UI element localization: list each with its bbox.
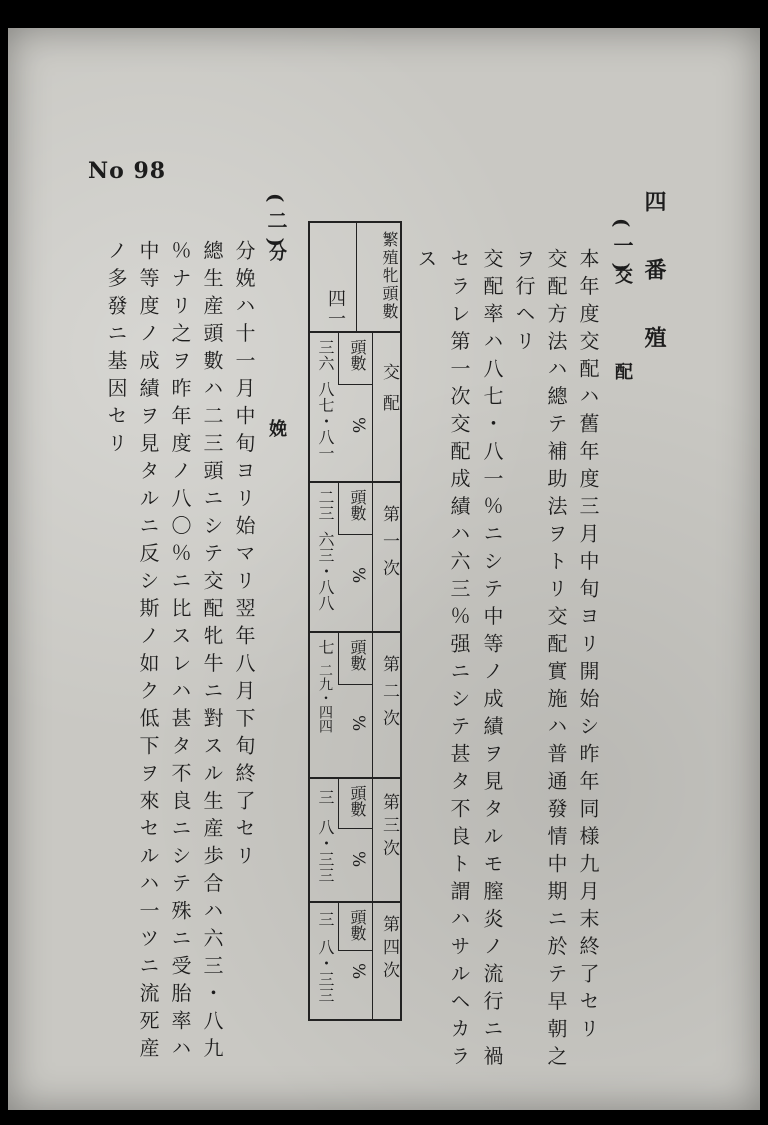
subsection-1-marker: (一) <box>610 218 634 280</box>
subsection-1-title: 交 配 <box>612 266 633 410</box>
header-left-cell <box>356 223 400 331</box>
group-1-value-cell <box>310 333 338 481</box>
subsection-2-line-5: ノ多發ニ基因セリ <box>104 240 128 460</box>
section-heading: 四 番 殖 <box>641 190 667 360</box>
page-number: No 98 <box>88 158 167 184</box>
group-3-count-header-cell <box>338 633 372 685</box>
group-1-pct-header: % <box>348 417 368 434</box>
group-2-pct: 六三・八八 <box>316 531 335 611</box>
table-header-row <box>310 223 400 333</box>
group-3-subheader-cell <box>338 633 372 777</box>
group-2-count-header: 頭數 <box>348 489 367 521</box>
group-5-subheader-cell <box>338 903 372 1019</box>
group-4-value-cell <box>310 779 338 901</box>
paragraph-2-line-1: 交配率ハ八七・八一％ニシテ中等ノ成績ヲ見タルモ膣炎ノ流行ニ禍 <box>480 248 504 1073</box>
group-3-value-cell <box>310 633 338 777</box>
group-2-pct-header: % <box>348 567 368 584</box>
group-4-pct: 八・三三 <box>316 819 335 883</box>
table-group-3 <box>310 633 400 779</box>
group-2-count-header-cell <box>338 483 372 535</box>
group-3-count-header: 頭數 <box>348 639 367 671</box>
subsection-2-line-4: 中等度ノ成績ヲ見タルニ反シ斯ノ如ク低下ヲ來セルハ一ツニ流死産 <box>136 240 160 1065</box>
document-page <box>8 28 760 1110</box>
paragraph-1-line-1: 本年度交配ハ舊年度三月中旬ヨリ開始シ昨年同様九月末終了セリ <box>576 248 600 1046</box>
paragraph-1-line-2: 交配方法ハ總テ補助法ヲトリ交配實施ハ普通發情中期ニ於テ早朝之 <box>544 248 568 1073</box>
group-2-count: 二三 <box>316 489 335 521</box>
total-count: 四一 <box>325 289 346 329</box>
group-4-subheader-cell <box>338 779 372 901</box>
group-1-count: 三六 <box>316 339 335 371</box>
group-3-count: 七 <box>316 639 335 655</box>
table-group-5 <box>310 903 400 1019</box>
group-5-pct-header: % <box>348 963 368 980</box>
group-1-count-header-cell <box>338 333 372 385</box>
group-1-label: 交配 <box>379 363 399 425</box>
group-3-label: 第二次 <box>379 655 399 736</box>
group-4-count-header-cell <box>338 779 372 829</box>
paragraph-2-line-3: ス <box>414 248 438 276</box>
group-5-pct: 八・三三 <box>316 939 335 1003</box>
total-count-cell <box>310 223 356 331</box>
subsection-2-title: 分 娩 <box>266 243 287 507</box>
group-2-subheader-cell <box>338 483 372 631</box>
group-5-count-header-cell <box>338 903 372 951</box>
group-1-count-header: 頭數 <box>348 339 367 371</box>
group-3-pct-header: % <box>348 715 368 732</box>
group-1-subheader-cell <box>338 333 372 481</box>
group-1-pct: 八七・八一 <box>316 381 335 461</box>
group-2-value-cell <box>310 483 338 631</box>
table-group-2 <box>310 483 400 633</box>
group-4-pct-header: % <box>348 851 368 868</box>
group-4-count: 三 <box>316 789 335 805</box>
group-5-label-cell <box>372 903 400 1019</box>
subsection-2-marker: (二) <box>264 193 288 255</box>
group-5-count-header: 頭數 <box>348 909 367 941</box>
group-2-label-cell <box>372 483 400 631</box>
group-2-label: 第一次 <box>379 505 399 586</box>
paragraph-1-line-3: ヲ行ヘリ <box>512 248 536 358</box>
group-4-label-cell <box>372 779 400 901</box>
breeding-female-count-header: 繁殖牝頭數 <box>380 231 399 321</box>
subsection-2-line-3: ％ナリ之ヲ昨年度ノ八〇％ニ比スレハ甚タ不良ニシテ殊ニ受胎率ハ <box>168 240 192 1065</box>
breeding-table <box>308 221 402 1021</box>
subsection-2-line-2: 總生産頭數ハ二三頭ニシテ交配牝牛ニ對スル生産歩合ハ六三・八九 <box>200 240 224 1065</box>
group-3-label-cell <box>372 633 400 777</box>
group-4-count-header: 頭數 <box>348 785 367 817</box>
group-3-pct: 二九・四四 <box>317 663 333 733</box>
group-5-value-cell <box>310 903 338 1019</box>
paragraph-2-line-2: セラレ第一次交配成績ハ六三％强ニシテ甚タ不良ト謂ハサルヘカラ <box>447 248 471 1073</box>
subsection-2-line-1: 分娩ハ十一月中旬ヨリ始マリ翌年八月下旬終了セリ <box>232 240 256 873</box>
group-4-label: 第三次 <box>379 793 399 862</box>
group-5-count: 三 <box>316 911 335 927</box>
group-5-label: 第四次 <box>379 915 399 984</box>
table-group-1 <box>310 333 400 483</box>
group-1-label-cell <box>372 333 400 481</box>
table-group-4 <box>310 779 400 903</box>
